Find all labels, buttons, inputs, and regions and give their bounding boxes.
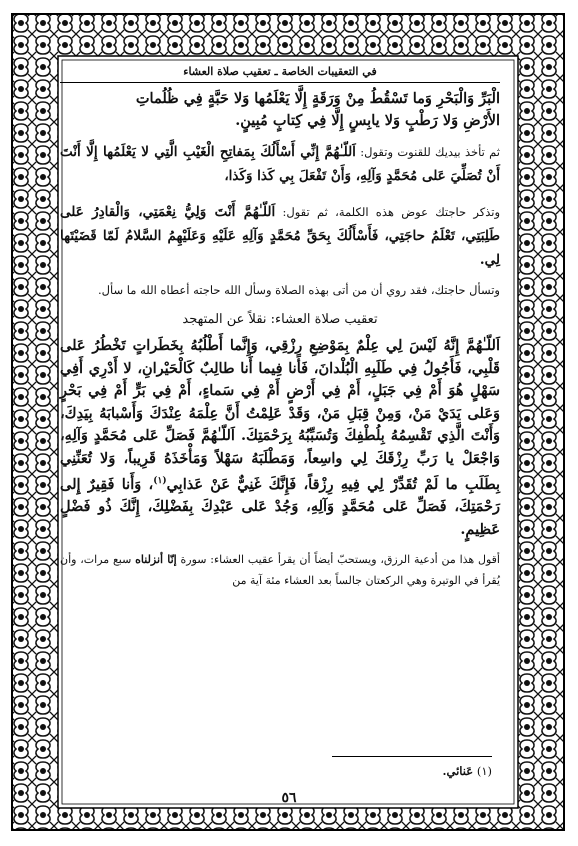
isha-dua — [60, 335, 500, 541]
footnote-text: عَنائي. — [442, 764, 474, 778]
page-number: ٥٦ — [281, 790, 297, 806]
page-body — [60, 88, 500, 591]
verse-line-2: الأَرْضِ وَلا رَطْبٍ وَلا يابِسٍ إِلَّا فِي كِتابٍ مُبِينٍ. — [235, 112, 500, 129]
footnote-marker: (١) — [153, 476, 167, 486]
closing-note-a: أقول هذا من أدعية الرزق، ويستحبّ أيضاً أن يقرأ عقيب العشاء: سورة — [180, 553, 500, 567]
isha-dua-text: اَللّـٰهُمَّ إِنَّهُ لَيْسَ لِي عِلْمٌ بِمَوْضِعِ رِزْقِي، وَإِنَّما أَطْلُبُهُ بِخَطَراتٍ تَخْطُرُ عَلى قَلْبِي، فَأَجُولُ فِي طَلَبِهِ الْبُلْدانَ، فَأَنا فِيما أَنا طالِبٌ كَالْحَيْرانِ، لا أَدْرِي أَفِي سَهْلٍ هُوَ أَمْ فِي جَبَلٍ، أَمْ فِي أَرْضٍ أَمْ فِي سَماءٍ، أَمْ فِي بَرٍّ أَمْ فِي بَحْرٍ وَعَلى يَدَيْ مَنْ، وَمِنْ قِبَلِ مَنْ، وَقَدْ عَلِمْتُ أَنَّ عِلْمَهُ عِنْدَكَ وَأَسْبابَهُ بِيَدِكَ، وَأَنْتَ الَّذِي تَقْسِمُهُ بِلُطْفِكَ وَتُسَبِّبُهُ بِرَحْمَتِكَ. اَللّـٰهُمَّ فَصَلِّ عَلى مُحَمَّدٍ وَآلِهِ، وَاجْعَلْ يا رَبِّ رِزْقَكَ لِي واسِعاً، وَمَطْلَبَهُ سَهْلاً وَمَأْخَذَهُ قَرِيباً، وَلا تُعَنِّنِي بِطَلَبِ ما لَمْ تُقَدِّرْ لِي فِيهِ رِزْقاً، فَإِنَّكَ غَنِيٌّ عَنْ عَذابِي — [60, 337, 501, 493]
isha-dua-end: ، وَأَنا فَقِيرٌ إِلى رَحْمَتِكَ، فَصَلِّ عَلى مُحَمَّدٍ وَآلِهِ، وَجُدْ عَلى عَبْدِكَ بِفَضْلِكَ، إِنَّكَ ذُو فَضْلٍ عَظِيمٍ. — [60, 475, 500, 538]
footnote-separator — [332, 756, 492, 757]
closing-note-b: سبع مرات، وأن يُقرأ في الوتيرة وهي الركعتان جالساً بعد العشاء مئة آية من — [60, 553, 500, 588]
qunut-intro: ثم تأخذ بيديك للقنوت وتقول: — [360, 145, 500, 159]
need-paragraph — [60, 200, 500, 272]
ask-need-note: وتسأل حاجتك، فقد روي أن من أتى بهذه الصلاة وسأل الله حاجته أعطاه الله ما سأل. — [97, 283, 500, 297]
footnote-marker-label: (١) — [476, 764, 492, 778]
closing-note — [60, 549, 500, 591]
need-dua: اَللّـٰهُمَّ أَنْتَ وَلِيُّ نِعْمَتِي، وَالْقادِرُ عَلى طَلِبَتِي، تَعْلَمُ حاجَتِي، فَأَسْأَلُكَ بِحَقِّ مُحَمَّدٍ وَآلِهِ عَلَيْهِ وَعَلَيْهِمُ السَّلامُ لَمّا قَضَيْتَها لِي. — [60, 204, 500, 268]
section-title: تعقيب صلاة العشاء: نقلاً عن المتهجد — [182, 312, 378, 327]
need-intro: وتذكر حاجتك عوض هذه الكلمة، ثم تقول: — [282, 205, 501, 219]
verse-line-1: الْبَرِّ وَالْبَحْرِ وَما تَسْقُطُ مِنْ وَرَقَةٍ إِلَّا يَعْلَمُها وَلا حَبَّةٍ فِي ظُلُماتِ — [135, 90, 500, 107]
qunut-dua: اَللّـٰهُمَّ إِنِّي أَسْأَلُكَ بِمَفاتِحِ الْغَيْبِ الَّتِي لا يَعْلَمُها إِلَّا أَنْتَ أَنْ تُصَلِّيَ عَلى مُحَمَّدٍ وَآلِهِ، وَأَنْ تَفْعَلَ بِي كَذا وَكَذا، — [60, 144, 500, 184]
running-header: في التعقيبات الخاصة ـ تعقيب صلاة العشاء — [60, 62, 500, 83]
footnote — [60, 762, 492, 780]
qunut-paragraph — [60, 140, 500, 188]
closing-surah: إنّا أنزلناه — [135, 553, 177, 567]
